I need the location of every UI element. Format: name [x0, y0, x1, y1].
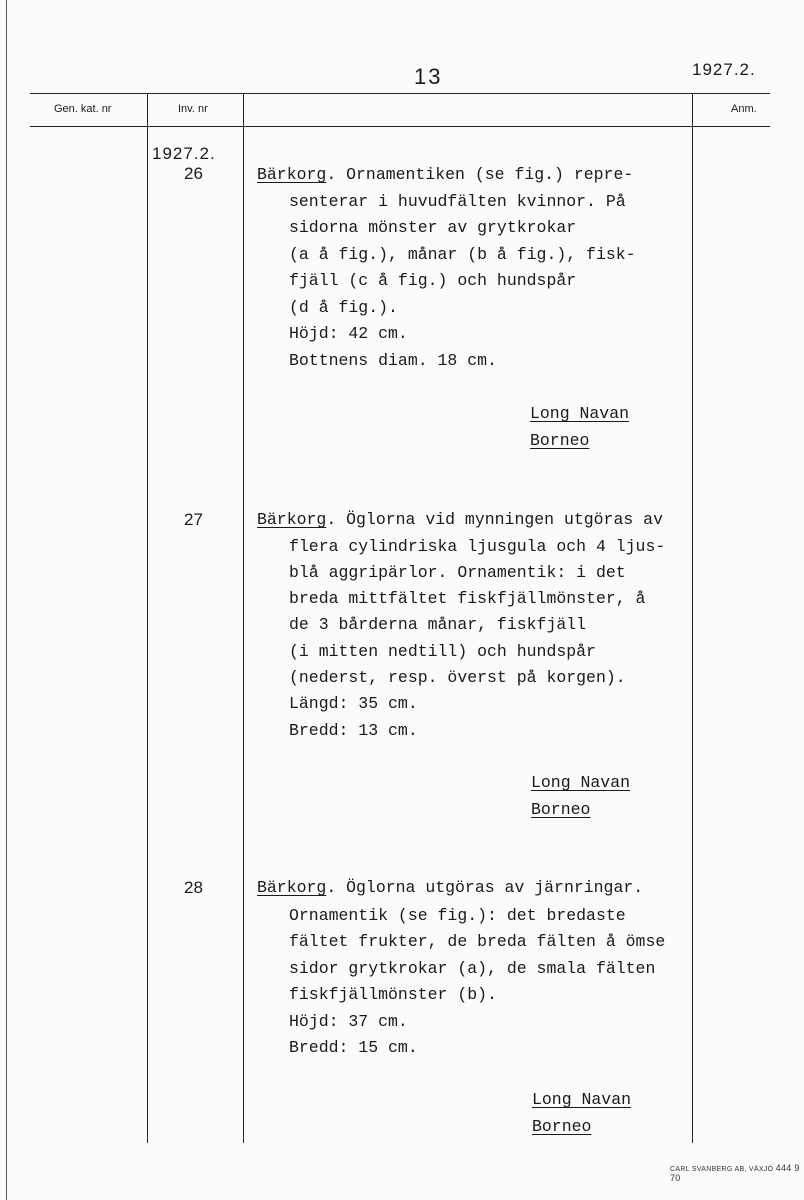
printer-name: CARL SVANBERG AB, VÄXJÖ — [670, 1166, 774, 1173]
page-number: 13 — [414, 64, 443, 89]
year-code: 1927.2. — [692, 60, 756, 79]
entry-line: Bottnens diam. 18 cm. — [289, 351, 497, 370]
entry-line: fjäll (c å fig.) och hundspår — [289, 271, 577, 290]
entry-line: de 3 bårderna månar, fiskfjäll — [289, 615, 587, 634]
column-header-gen-kat: Gen. kat. nr — [54, 103, 112, 115]
entry-line: (i mitten nedtill) och hundspår — [289, 642, 596, 661]
column-divider-gen-inv — [147, 93, 148, 1143]
entry-first-line — [257, 165, 633, 184]
entry-title: Bärkorg — [257, 878, 327, 897]
entry-region: Borneo — [532, 1117, 592, 1136]
entry-first-line-text: . Öglorna utgöras av järnringar. — [326, 878, 644, 897]
entry-number: 28 — [184, 878, 203, 897]
entry-line: Bredd: 13 cm. — [289, 721, 418, 740]
entry-line: Bredd: 15 cm. — [289, 1038, 418, 1057]
accession-number: 1927.2. — [152, 144, 216, 163]
form-code: 444 9 70 — [670, 1163, 800, 1183]
entry-line: Höjd: 42 cm. — [289, 324, 408, 343]
column-header-inv: Inv. nr — [178, 103, 208, 115]
printer-imprint — [670, 1163, 804, 1183]
column-divider-text-anm — [692, 93, 693, 1143]
entry-title: Bärkorg — [257, 510, 327, 529]
entry-line: blå aggripärlor. Ornamentik: i det — [289, 563, 626, 582]
entry-place: Long Navan — [530, 404, 630, 423]
page-left-edge-line — [6, 0, 7, 1200]
entry-line: (nederst, resp. överst på korgen). — [289, 668, 626, 687]
column-divider-inv-text — [243, 93, 244, 1143]
entry-place: Long Navan — [531, 773, 631, 792]
header-bottom-rule — [30, 126, 770, 127]
entry-line: sidorna mönster av grytkrokar — [289, 218, 577, 237]
column-header-anm: Anm. — [731, 103, 757, 115]
entry-first-line — [257, 878, 643, 897]
entry-first-line-text: . Ornamentiken (se fig.) repre- — [326, 165, 634, 184]
header-top-rule — [30, 93, 770, 94]
entry-number: 26 — [184, 164, 203, 183]
entry-line: sidor grytkrokar (a), de smala fälten — [289, 959, 656, 978]
entry-line: senterar i huvudfälten kvinnor. På — [289, 192, 626, 211]
entry-line: flera cylindriska ljusgula och 4 ljus- — [289, 537, 666, 556]
entry-region: Borneo — [531, 800, 591, 819]
entry-number: 27 — [184, 510, 203, 529]
entry-line: (a å fig.), månar (b å fig.), fisk- — [289, 245, 636, 264]
entry-line: Längd: 35 cm. — [289, 694, 418, 713]
entry-line: breda mittfältet fiskfjällmönster, å — [289, 589, 646, 608]
entry-first-line — [257, 510, 663, 529]
entry-line: (d å fig.). — [289, 298, 398, 317]
entry-first-line-text: . Öglorna vid mynningen utgöras av — [326, 510, 663, 529]
entry-line: Höjd: 37 cm. — [289, 1012, 408, 1031]
entry-line: fiskfjällmönster (b). — [289, 985, 497, 1004]
entry-place: Long Navan — [532, 1090, 632, 1109]
entry-region: Borneo — [530, 431, 590, 450]
entry-line: fältet frukter, de breda fälten å ömse — [289, 932, 666, 951]
entry-line: Ornamentik (se fig.): det bredaste — [289, 906, 626, 925]
entry-title: Bärkorg — [257, 165, 327, 184]
